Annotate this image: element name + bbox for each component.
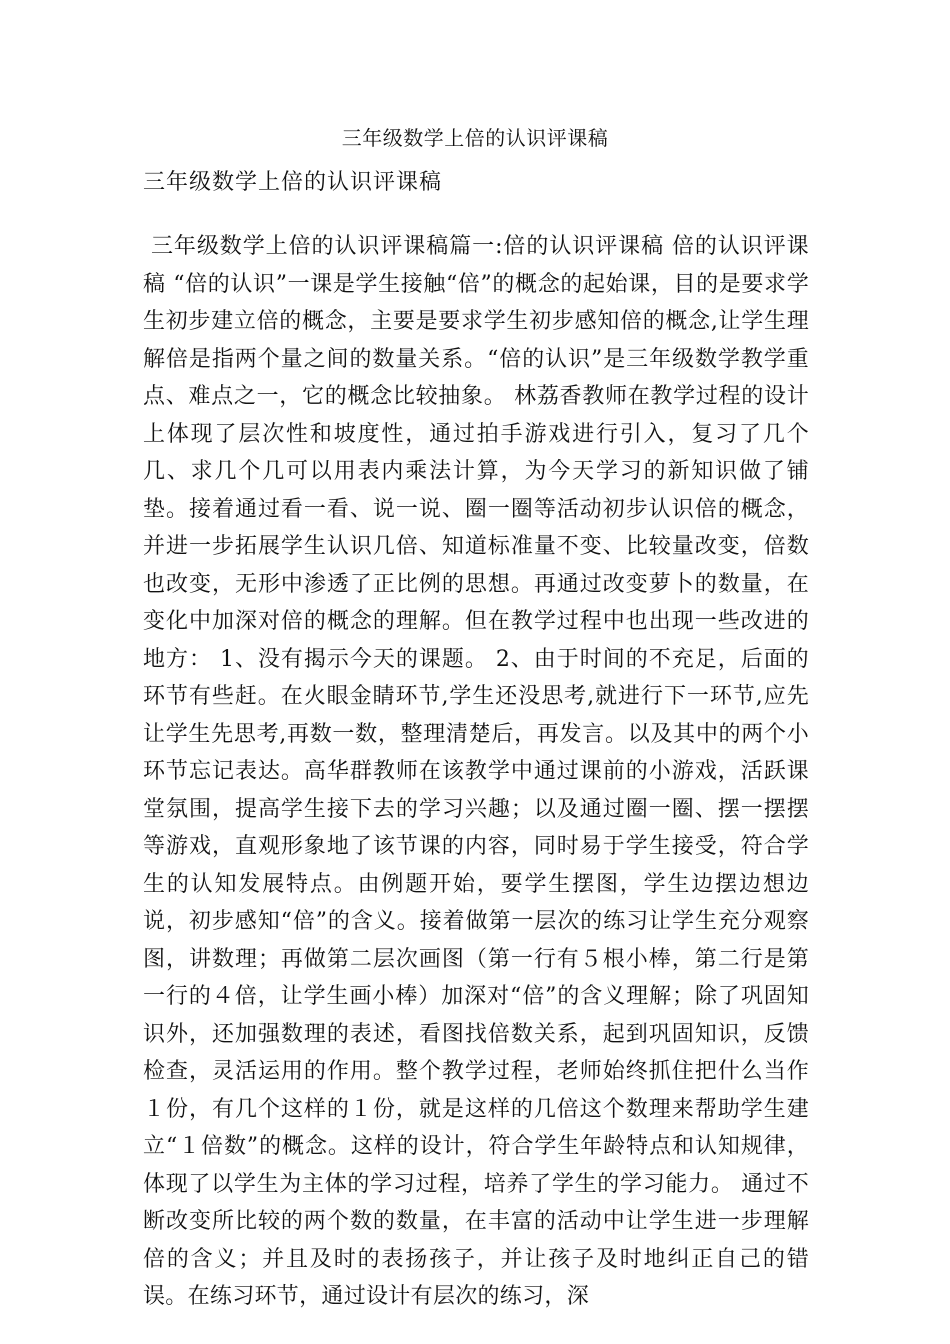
document-body-paragraph: 三年级数学上倍的认识评课稿篇一:倍的认识评课稿 倍的认识评课稿 “倍的认识”一课是学生接触“倍”的概念的起始课，目的是要求学生初步建立倍的概念，主要是要求学生初步感知倍的概念,让学生理解倍是指两个量之间的数量关系。“倍的认识”是三年级数学教学重点、难点之一，它的概念比较抽象。 林荔香教师在教学过程的设计上体现了层次性和坡度性，通过拍手游戏进行引入，复习了几个几、求几个几可以用表内乘法计算，为今天学习的新知识做了铺垫。接着通过看一看、说一说、圈一圈等活动初步认识倍的概念，并进一步拓展学生认识几倍、知道标准量不变、比较量改变，倍数也改变，无形中渗透了正比例的思想。再通过改变萝卜的数量，在变化中加深对倍的概念的理解。但在教学过程中也出现一些改进的地方： 1、没有揭示今天的课题。 2、由于时间的不充足，后面的环节有些赶。在火眼金睛环节,学生还没思考,就进行下一环节,应先让学生先思考,再数一数，整理清楚后，再发言。以及其中的两个小环节忘记表达。高华群教师在该教学中通过课前的小游戏，活跃课堂氛围，提高学生接下去的学习兴趣；以及通过圈一圈、摆一摆摆等游戏，直观形象地了该节课的内容，同时易于学生接受，符合学生的认知发展特点。由例题开始，要学生摆图，学生边摆边想边说，初步感知“倍”的含义。接着做第一层次的练习让学生充分观察图，讲数理；再做第二层次画图（第一行有５根小棒，第二行是第一行的４倍，让学生画小棒）加深对“倍”的含义理解；除了巩固知识外，还加强数理的表述，看图找倍数关系，起到巩固知识，反馈检查，灵活运用的作用。整个教学过程，老师始终抓住把什么当作１份，有几个这样的１份，就是这样的几倍这个数理来帮助学生建立“１倍数”的概念。这样的设计，符合学生年龄特点和认知规律，体现了以学生为主体的学习过程，培养了学生的学习能力。 通过不断改变所比较的两个数的数量，在丰富的活动中让学生进一步理解倍的含义；并且及时的表扬孩子，并让孩子及时地纠正自己的错误。在练习环节，通过设计有层次的练习，深 xyxy=(143,234,809,1309)
document-title: 三年级数学上倍的认识评课稿 xyxy=(341,126,609,150)
document-subtitle: 三年级数学上倍的认识评课稿 xyxy=(143,170,443,195)
